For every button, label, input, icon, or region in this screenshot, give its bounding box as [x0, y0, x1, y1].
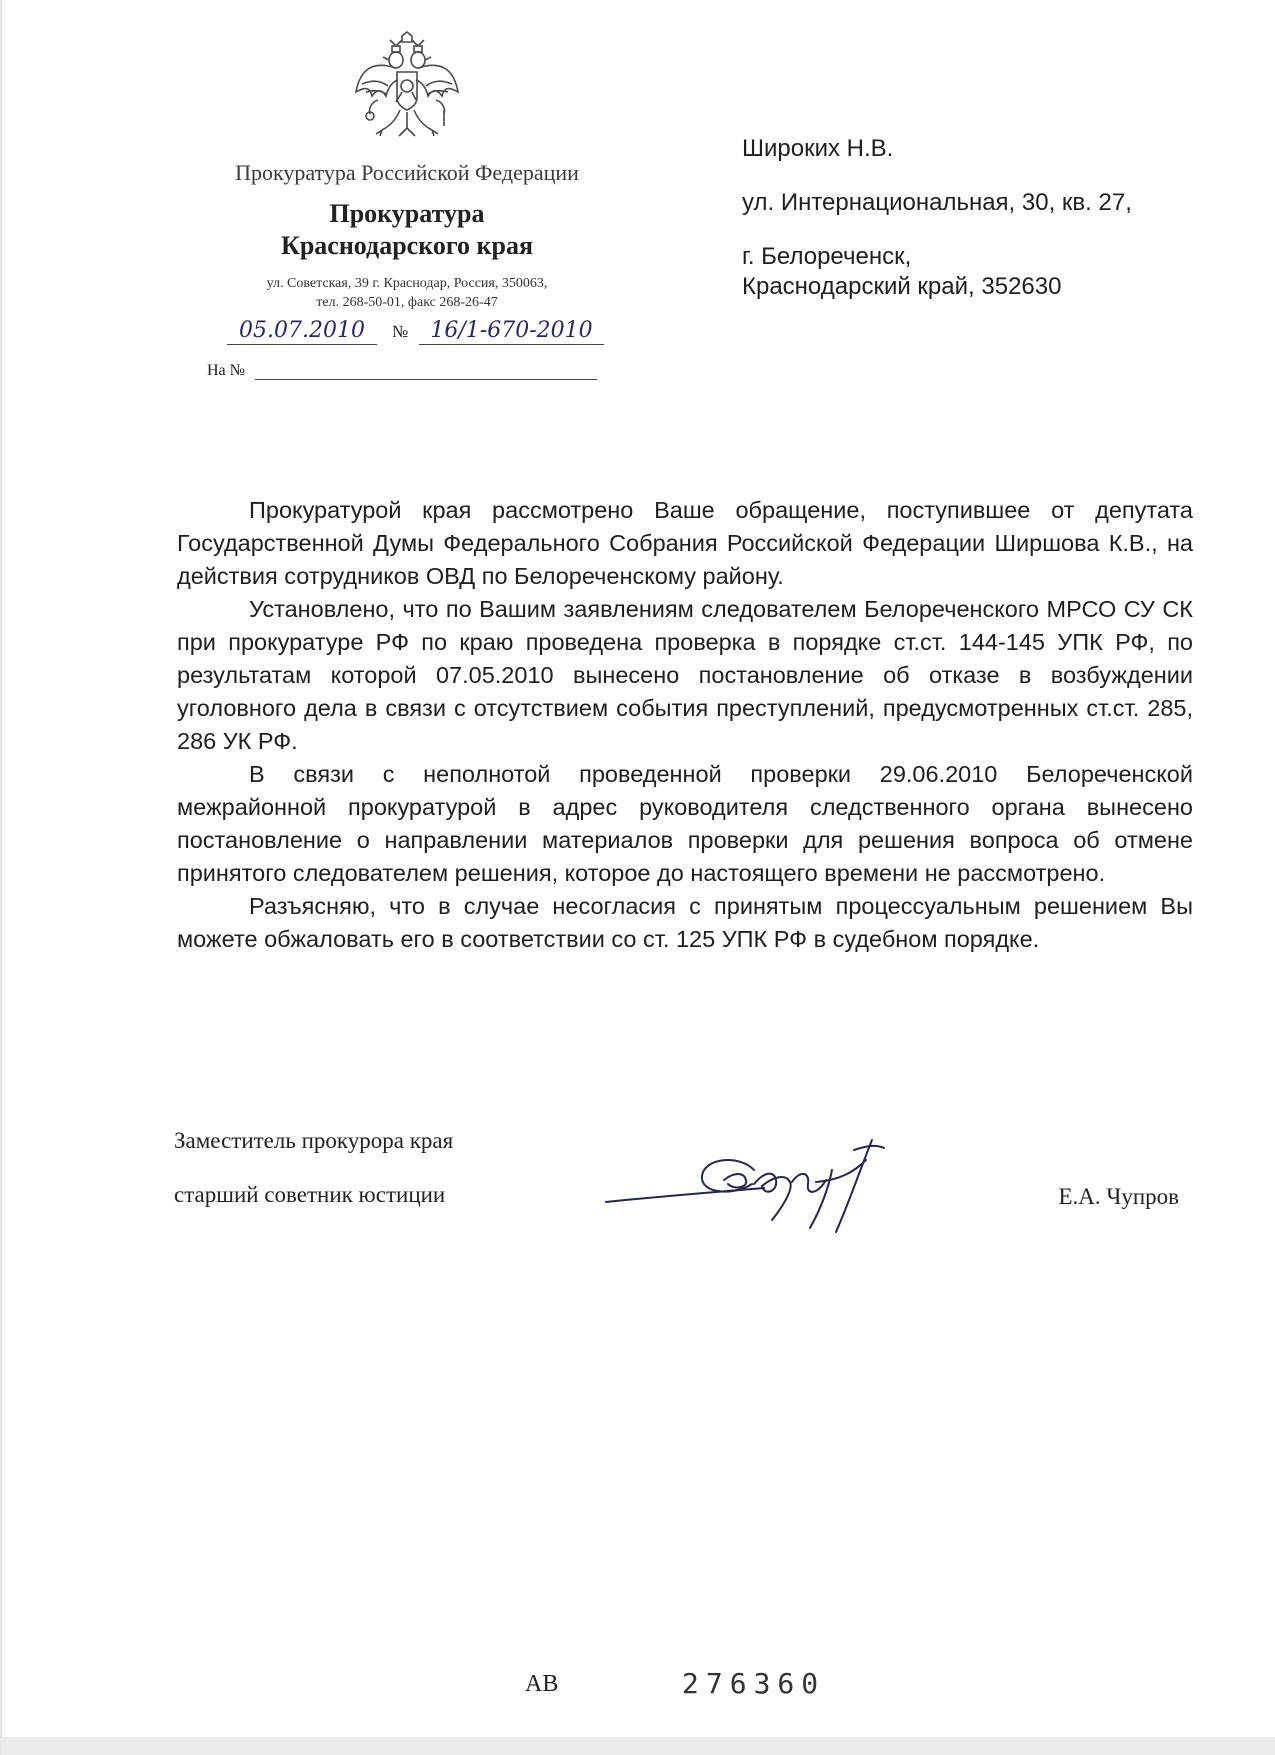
- outgoing-number: 16/1-670-2010: [419, 318, 604, 345]
- body-paragraph: Установлено, что по Вашим заявлениям следователем Белореченского МРСО СУ СК при прокуратуре РФ по краю проведена проверка в порядке ст.ст. 144-145 УПК РФ, по результатам которой 07.05.2010 вынесено постановление об отказе в возбуждении уголовного дела в связи с отсутствием события преступлений, предусмотренных ст.ст. 285, 286 УК РФ.: [177, 596, 1193, 754]
- signatory-rank: старший советник юстиции: [174, 1182, 446, 1207]
- signatory-name: Е.А. Чупров: [1058, 1184, 1179, 1209]
- recipient-street: ул. Интернациональная, 30, кв. 27,: [742, 189, 1132, 216]
- number-label: №: [392, 322, 409, 341]
- form-series: АВ: [525, 1671, 559, 1697]
- signatory-position: Заместитель прокурора края: [174, 1128, 454, 1153]
- org-name-line1: Прокуратура: [329, 199, 485, 228]
- double-headed-eagle-emblem: [352, 30, 462, 140]
- handwritten-signature: [604, 1110, 934, 1240]
- recipient-address: [742, 134, 1212, 302]
- recipient-region: Краснодарский край, 352630: [742, 273, 1062, 300]
- recipient-name: Широких Н.В.: [742, 135, 894, 162]
- form-serial-number: 276360: [682, 1667, 826, 1700]
- org-general-name: Прокуратура Российской Федерации: [235, 160, 579, 185]
- org-name-line2: Краснодарского края: [280, 231, 534, 260]
- recipient-city: г. Белореченск,: [742, 243, 912, 270]
- org-address-line2: тел. 268-50-01, факс 268-26-47: [316, 295, 498, 310]
- letter-body: [177, 494, 1193, 956]
- scan-edge: [2, 1737, 1275, 1755]
- form-serial: [2, 1665, 1275, 1705]
- outgoing-registration: [207, 318, 607, 348]
- body-paragraph: Разъясняю, что в случае несогласия с принятым процессуальным решением Вы можете обжаловать его в соответствии со ст. 125 УПК РФ в судебном порядке.: [177, 893, 1193, 952]
- reference-label: На №: [207, 362, 245, 379]
- signature-block: [174, 1128, 1194, 1248]
- body-paragraph: В связи с неполнотой проведенной проверки 29.06.2010 Белореченской межрайонной прокуратурой в адрес руководителя следственного органа вынесено постановление о направлении материалов проверки для решения вопроса об отмене принятого следователем решения, которое до настоящего времени не рассмотрено.: [177, 761, 1193, 886]
- letterhead: [192, 30, 622, 312]
- outgoing-date: 05.07.2010: [227, 318, 377, 345]
- org-address-line1: ул. Советская, 39 г. Краснодар, Россия, 350063,: [266, 276, 548, 291]
- reference-blank-line: [255, 379, 597, 380]
- body-paragraph: Прокуратурой края рассмотрено Ваше обращение, поступившее от депутата Государственной Думы Федерального Собрания Российской Федерации Ширшова К.В., на действия сотрудников ОВД по Белореченскому району.: [177, 497, 1193, 589]
- reference-field: [207, 362, 597, 386]
- org-address: [192, 274, 622, 312]
